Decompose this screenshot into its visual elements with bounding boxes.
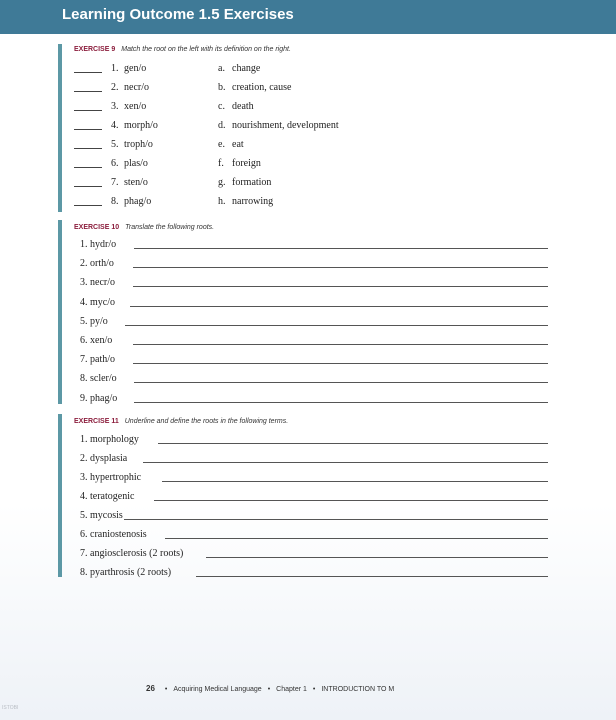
exercise11-heading [74,418,288,425]
answer-line[interactable] [158,443,548,444]
answer-line[interactable] [124,519,548,520]
definition-letter: g. [218,177,226,188]
root-number: 4. [111,120,119,131]
definition-letter: e. [218,139,225,150]
answer-line[interactable] [165,538,548,539]
translate-item: 1. hydr/o [80,239,117,250]
definition-text: death [232,101,254,112]
answer-blank[interactable] [74,148,102,149]
term-item: 1. morphology [80,434,139,445]
root-number: 5. [111,139,119,150]
definition-text: foreign [232,158,261,169]
definition-text: change [232,63,261,74]
page-title: Learning Outcome 1.5 Exercises [62,6,294,23]
root-number: 3. [111,101,119,112]
chapter-label: Chapter 1 [276,686,307,693]
answer-blank[interactable] [74,110,102,111]
exercise10-instruction: Translate the following roots. [125,224,215,231]
term-item: 5. mycosis [80,510,123,521]
answer-line[interactable] [130,306,548,307]
term-item: 8. pyarthrosis (2 roots) [80,567,172,578]
root-term: troph/o [124,139,153,150]
answer-line[interactable] [133,363,548,364]
exercise11-instruction: Underline and define the roots in the following terms. [124,418,289,425]
answer-blank[interactable] [74,205,102,206]
definition-text: narrowing [232,196,274,207]
corner-mark: ISTOBI [2,705,19,711]
answer-line[interactable] [162,481,548,482]
answer-line[interactable] [133,267,548,268]
answer-line[interactable] [134,382,548,383]
root-number: 7. [111,177,119,188]
root-term: gen/o [124,63,147,74]
root-number: 6. [111,158,119,169]
term-item: 3. hypertrophic [80,472,142,483]
exercise11-accent-bar [58,414,62,577]
definition-text: creation, cause [232,82,292,93]
exercise10-heading [74,224,214,231]
answer-blank[interactable] [74,167,102,168]
exercise9-label: EXERCISE 9 [74,46,116,53]
root-term: morph/o [124,120,158,131]
root-term: xen/o [124,101,147,112]
answer-line[interactable] [133,286,548,287]
exercise10-accent-bar [58,220,62,404]
definition-letter: b. [218,82,226,93]
translate-item: 6. xen/o [80,335,113,346]
answer-line[interactable] [134,248,548,249]
definition-letter: d. [218,120,226,131]
definition-text: eat [232,139,244,150]
answer-blank[interactable] [74,186,102,187]
exercise9-accent-bar [58,44,62,212]
definition-text: nourishment, development [232,120,339,131]
translate-item: 2. orth/o [80,258,114,269]
root-number: 2. [111,82,119,93]
exercise9-instruction: Match the root on the left with its definition on the right. [121,46,291,53]
exercise11-label: EXERCISE 11 [74,418,119,425]
section-label: INTRODUCTION TO M [321,686,395,693]
root-number: 1. [111,63,119,74]
definition-letter: f. [218,158,224,169]
root-term: sten/o [124,177,148,188]
answer-line[interactable] [125,325,548,326]
term-item: 4. teratogenic [80,491,135,502]
page-number: 26 [146,684,155,693]
answer-line[interactable] [196,576,548,577]
term-item: 7. angiosclerosis (2 roots) [80,548,184,559]
answer-blank[interactable] [74,91,102,92]
book-title: Acquiring Medical Language [173,686,262,693]
definition-letter: c. [218,101,225,112]
answer-blank[interactable] [74,129,102,130]
root-term: necr/o [124,82,149,93]
definition-letter: a. [218,63,225,74]
translate-item: 9. phag/o [80,393,118,404]
root-term: phag/o [124,196,152,207]
answer-line[interactable] [206,557,548,558]
translate-item: 8. scler/o [80,373,117,384]
page-footer: 26 • Acquiring Medical Language • Chapter 1 • INTRODUCTION TO M [146,684,395,693]
root-term: plas/o [124,158,148,169]
term-item: 2. dysplasia [80,453,128,464]
definition-letter: h. [218,196,226,207]
exercise9-heading [74,46,291,53]
answer-line[interactable] [143,462,548,463]
answer-line[interactable] [134,402,548,403]
exercise10-label: EXERCISE 10 [74,224,120,231]
answer-line[interactable] [133,344,548,345]
translate-item: 5. py/o [80,316,108,327]
translate-item: 3. necr/o [80,277,115,288]
root-number: 8. [111,196,119,207]
term-item: 6. craniostenosis [80,529,147,540]
translate-item: 4. myc/o [80,297,115,308]
answer-blank[interactable] [74,72,102,73]
definition-text: formation [232,177,272,188]
translate-item: 7. path/o [80,354,115,365]
answer-line[interactable] [154,500,548,501]
